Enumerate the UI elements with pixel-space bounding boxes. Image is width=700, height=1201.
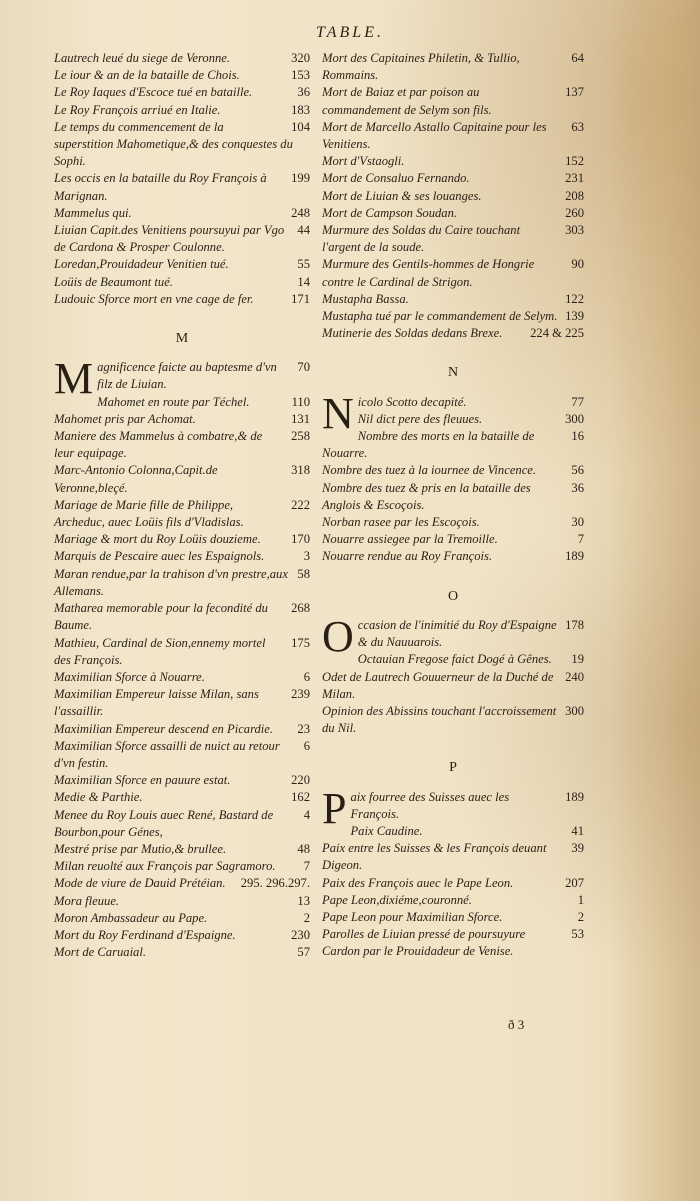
page-number: 3 — [303, 549, 310, 564]
page-number: 56 — [571, 463, 584, 478]
entry-text: Le Roy Iaques d'Escoce tué en bataille. — [54, 85, 253, 100]
page-number: 231 — [565, 171, 584, 186]
index-entry — [54, 359, 310, 393]
entry-text: Nombre des morts en la bataille de Nouarre. — [322, 429, 535, 461]
entry-text: Ludouic Sforce mort en vne cage de fer. — [54, 291, 254, 306]
n-block — [322, 388, 584, 566]
entry-text: Mahomet pris par Achomat. — [54, 411, 196, 426]
entry-text: Norban rasee par les Escoçois. — [322, 515, 480, 530]
drop-cap-o: O — [322, 611, 354, 661]
page-number: 19 — [571, 652, 584, 667]
index-entry — [54, 102, 310, 119]
entry-text: Le Roy François arriué en Italie. — [54, 102, 221, 117]
entry-text: Paix Caudine. — [350, 823, 423, 838]
entry-text: Les occis en la bataille du Roy François à Marignan. — [54, 171, 267, 203]
index-entry — [322, 308, 584, 325]
index-entry — [54, 394, 310, 411]
index-entry — [54, 721, 310, 738]
index-entry — [322, 394, 584, 411]
entry-text: Marquis de Pescaire auec les Espaignols. — [54, 549, 265, 564]
index-entry — [322, 823, 584, 840]
page-number: 39 — [571, 841, 584, 856]
page-number: 23 — [297, 721, 310, 736]
page-number: 70 — [297, 360, 310, 375]
page-number: 7 — [303, 859, 310, 874]
entry-text: Le temps du commencement de la superstition Mahometique,& des conquestes du Sophi. — [54, 119, 293, 169]
m-entries — [54, 354, 310, 961]
entry-text: Maniere des Mammelus à combatre,& de leur equipage. — [54, 429, 263, 461]
entry-text: Maximilian Sforce assailli de nuict au retour d'vn festin. — [54, 738, 280, 770]
entry-text: Menee du Roy Louis auec René, Bastard de Bourbon,pour Génes, — [54, 807, 274, 839]
entry-text: icolo Scotto decapité. — [357, 394, 467, 409]
index-entry — [322, 514, 584, 531]
page-number: 230 — [291, 927, 310, 942]
page-number: 171 — [291, 291, 310, 306]
index-entry — [322, 84, 584, 118]
index-entry — [322, 909, 584, 926]
entry-text: Moron Ambassadeur au Pape. — [54, 910, 208, 925]
p-block — [322, 783, 584, 961]
section-heading-p: P — [449, 760, 457, 776]
page-number: 224 & 225 — [530, 326, 584, 341]
index-entry — [54, 635, 310, 669]
drop-cap-m: M — [54, 354, 94, 404]
index-entry — [54, 531, 310, 548]
index-entry — [54, 686, 310, 720]
entry-text: Nouarre assiegee par la Tremoille. — [322, 532, 498, 547]
entry-text: Nouarre rendue au Roy François. — [322, 549, 493, 564]
right-column — [322, 50, 584, 961]
index-entry — [54, 462, 310, 496]
entry-text: Maran rendue,par la trahison d'vn prestre,aux Allemans. — [54, 566, 288, 598]
index-entry — [322, 789, 584, 823]
entry-text: Mahomet en route par Téchel. — [97, 394, 250, 409]
index-entry — [54, 772, 310, 789]
index-entry — [54, 807, 310, 841]
entry-text: Opinion des Abissins touchant l'accroissement du Nil. — [322, 703, 557, 736]
section-heading-m: M — [175, 331, 189, 347]
entry-text: Murmure des Gentils-hommes de Hongrie contre le Cardinal de Strigon. — [322, 257, 535, 289]
index-entry — [322, 188, 584, 205]
page-number: 6 — [303, 738, 310, 753]
entry-text: Marc-Antonio Colonna,Capit.de Veronne,bleçé. — [54, 463, 218, 495]
index-entry — [54, 205, 310, 222]
page-number: 90 — [571, 257, 584, 272]
index-entry — [322, 531, 584, 548]
index-entry — [54, 291, 310, 308]
entry-text: Mort des Capitaines Philetin, & Tullio, Rommains. — [322, 51, 520, 83]
entry-text: Mestré prise par Mutio,& brullee. — [54, 841, 227, 856]
page-number: 122 — [565, 291, 584, 306]
index-entry — [322, 926, 584, 960]
page-number: 57 — [297, 945, 310, 960]
page-number: 207 — [565, 875, 584, 890]
page-number: 162 — [291, 790, 310, 805]
entry-text: Mort de Campson Soudan. — [322, 205, 458, 220]
page-number: 139 — [565, 309, 584, 324]
index-entry — [54, 274, 310, 291]
index-entry — [54, 119, 310, 171]
page-number: 178 — [565, 617, 584, 632]
left-entries — [54, 50, 310, 308]
section-heading-n: N — [447, 365, 459, 381]
index-entry — [322, 256, 584, 290]
entry-text: Mariage & mort du Roy Loüis douzieme. — [54, 532, 261, 547]
page-number: 300 — [565, 703, 584, 718]
index-entry — [322, 651, 584, 668]
page-number: 2 — [303, 910, 310, 925]
page-number: 152 — [565, 154, 584, 169]
o-block — [322, 611, 584, 737]
p-entries — [322, 783, 584, 961]
index-entry — [54, 428, 310, 462]
entry-text: Maximilian Empereur laisse Milan, sans l'assaillir. — [54, 687, 259, 719]
page-number: 110 — [291, 394, 310, 409]
index-entry — [322, 325, 584, 342]
index-entry — [54, 548, 310, 565]
page-number: 53 — [571, 927, 584, 942]
page-number: 220 — [291, 773, 310, 788]
page-number: 36 — [571, 480, 584, 495]
index-entry — [322, 428, 584, 462]
index-entry — [54, 411, 310, 428]
entry-text: Nombre des tuez & pris en la bataille des Anglois & Escoçois. — [322, 480, 531, 512]
page-number: 320 — [291, 51, 310, 65]
index-entry — [54, 50, 310, 67]
section-heading-o: O — [447, 588, 459, 604]
index-entry — [54, 927, 310, 944]
page-number: 77 — [571, 394, 584, 409]
index-entry — [322, 462, 584, 479]
entry-text: Mathieu, Cardinal de Sion,ennemy mortel des François. — [54, 635, 266, 667]
entry-text: Pape Leon,dixiéme,couronné. — [322, 892, 472, 907]
page-number: 170 — [291, 532, 310, 547]
entry-text: Mort de Consaluo Fernando. — [322, 171, 470, 186]
page-number: 258 — [291, 429, 310, 444]
index-entry — [54, 841, 310, 858]
page-number: 48 — [297, 841, 310, 856]
index-entry — [322, 840, 584, 874]
entry-text: Mort de Caruaial. — [54, 945, 147, 960]
left-column — [54, 50, 310, 961]
entry-text: Paix des François auec le Pape Leon. — [322, 875, 514, 890]
entry-text: Odet de Lautrech Gouuerneur de la Duché de Milan. — [322, 669, 554, 701]
right-entries — [322, 50, 584, 342]
entry-text: Mort d'Vstaogli. — [322, 154, 405, 169]
entry-text: Le iour & an de la bataille de Chois. — [54, 68, 240, 83]
entry-text: Mariage de Marie fille de Philippe, Archeduc, auec Loüis fils d'Vladislas. — [54, 497, 244, 530]
page-number: 222 — [291, 497, 310, 512]
page-number: 189 — [565, 789, 584, 804]
entry-text: Murmure des Soldas du Caire touchant l'argent de la soude. — [322, 223, 521, 255]
page-number: 153 — [291, 68, 310, 83]
index-entry — [322, 291, 584, 308]
m-block — [54, 354, 310, 961]
entry-text: Mora fleuue. — [54, 893, 120, 908]
entry-text: Milan reuolté aux François par Sagramoro. — [54, 859, 276, 874]
entry-text: agnificence faicte au baptesme d'vn filz de Liuian. — [97, 360, 277, 392]
index-entry — [322, 892, 584, 909]
entry-text: Loredan,Prouidadeur Venitien tué. — [54, 257, 229, 272]
entry-text: Mustapha tué par le commandement de Selym. — [322, 309, 558, 324]
page-number: 58 — [297, 566, 310, 581]
page-number: 64 — [571, 51, 584, 65]
entry-text: Lautrech leué du siege de Veronne. — [54, 51, 231, 65]
index-entry — [322, 222, 584, 256]
page-number: 240 — [565, 669, 584, 684]
entry-text: Loüis de Beaumont tué. — [54, 274, 173, 289]
page-number: 183 — [291, 102, 310, 117]
page-number: 208 — [565, 188, 584, 203]
index-entry — [322, 703, 584, 737]
index-entry — [54, 944, 310, 961]
entry-text: Liuian Capit.des Venitiens poursuyui par Vgo de Cardona & Prosper Coulonne. — [54, 223, 285, 255]
page-number: 104 — [291, 119, 310, 134]
index-entry — [54, 738, 310, 772]
index-entry — [54, 84, 310, 101]
page-stain — [610, 0, 700, 1201]
page-number: 13 — [297, 893, 310, 908]
page-number: 30 — [571, 515, 584, 530]
entry-text: Mort de Baiaz et par poison au commandement de Selym son fils. — [322, 85, 492, 117]
entry-text: Maximilian Sforce à Nouarre. — [54, 669, 205, 684]
page-number: 16 — [571, 429, 584, 444]
index-entry — [54, 67, 310, 84]
page-number: 44 — [297, 223, 310, 238]
o-entries — [322, 611, 584, 737]
page-number: 303 — [565, 223, 584, 238]
index-entry — [322, 170, 584, 187]
entry-text: Paix entre les Suisses & les François deuant Digeon. — [322, 841, 547, 873]
entry-text: Mort de Marcello Astallo Capitaine pour les Venitiens. — [322, 119, 547, 152]
index-entry — [54, 256, 310, 273]
index-entry — [322, 205, 584, 222]
index-entry — [54, 600, 310, 634]
entry-text: Pape Leon pour Maximilian Sforce. — [322, 909, 503, 924]
entry-text: Mutinerie des Soldas dedans Brexe. — [322, 326, 503, 341]
page-number: 4 — [303, 807, 310, 822]
page-number: 55 — [297, 257, 310, 272]
index-entry — [322, 153, 584, 170]
page-number: 2 — [577, 909, 584, 924]
page-number: 7 — [577, 532, 584, 547]
index-entry — [54, 566, 310, 600]
entry-text: Nil dict pere des fleuues. — [357, 411, 483, 426]
drop-cap-n: N — [322, 388, 354, 438]
entry-text: Mode de viure de Dauid Prétéian. — [54, 876, 226, 891]
page-number: 131 — [291, 411, 310, 426]
entry-text: Maximilian Empereur descend en Picardie. — [54, 721, 274, 736]
page-number: 318 — [291, 463, 310, 478]
entry-text: Octauian Fregose faict Dogé à Gênes. — [357, 652, 552, 667]
index-entry — [54, 789, 310, 806]
index-entry — [54, 910, 310, 927]
entry-text: Maximilian Sforce en pauure estat. — [54, 773, 231, 788]
drop-cap-p: P — [322, 783, 347, 833]
page-number: 175 — [291, 635, 310, 650]
entry-text: Matharea memorable pour la fecondité du Baume. — [54, 601, 268, 633]
entry-text: Mort de Liuian & ses louanges. — [322, 188, 482, 203]
page-header: TABLE. — [316, 24, 384, 41]
n-entries — [322, 388, 584, 566]
index-entry — [322, 480, 584, 514]
index-entry — [54, 669, 310, 686]
page-number: 189 — [565, 549, 584, 564]
page-number: 199 — [291, 171, 310, 186]
page-number: 36 — [297, 85, 310, 100]
page-number: 260 — [565, 205, 584, 220]
page-number: 268 — [291, 601, 310, 616]
signature-mark: ð 3 — [508, 1017, 525, 1032]
index-entry — [54, 497, 310, 531]
page-number: 239 — [291, 687, 310, 702]
index-entry — [54, 222, 310, 256]
page-number: 41 — [571, 823, 584, 838]
index-entry — [54, 170, 310, 204]
entry-text: Medie & Parthie. — [54, 790, 143, 805]
index-entry — [322, 875, 584, 892]
index-entry — [54, 858, 310, 875]
entry-text: Mort du Roy Ferdinand d'Espaigne. — [54, 927, 236, 942]
entry-text: aix fourree des Suisses auec les François. — [350, 789, 510, 821]
page-number: 248 — [291, 205, 310, 220]
page-number: 6 — [303, 669, 310, 684]
entry-text: Parolles de Liuian pressé de poursuyure Cardon par le Prouidadeur de Venise. — [322, 927, 526, 959]
page-number: 300 — [565, 411, 584, 426]
entry-text: Mammelus qui. — [54, 205, 132, 220]
index-entry — [54, 893, 310, 910]
entry-text: Mustapha Bassa. — [322, 291, 409, 306]
entry-text: ccasion de l'inimitié du Roy d'Espaigne & du Nauuarois. — [357, 617, 557, 650]
index-entry — [322, 411, 584, 428]
index-entry — [322, 617, 584, 651]
page-number: 137 — [565, 85, 584, 100]
page-number: 1 — [577, 892, 584, 907]
entry-text: Nombre des tuez à la iournee de Vincence. — [322, 463, 537, 478]
index-entry — [322, 548, 584, 565]
index-entry — [54, 875, 310, 892]
page-number: 295. 296.297. — [240, 876, 310, 891]
index-entry — [322, 669, 584, 703]
index-entry — [322, 50, 584, 84]
page-number: 63 — [571, 119, 584, 134]
page-number: 14 — [297, 274, 310, 289]
index-entry — [322, 119, 584, 153]
